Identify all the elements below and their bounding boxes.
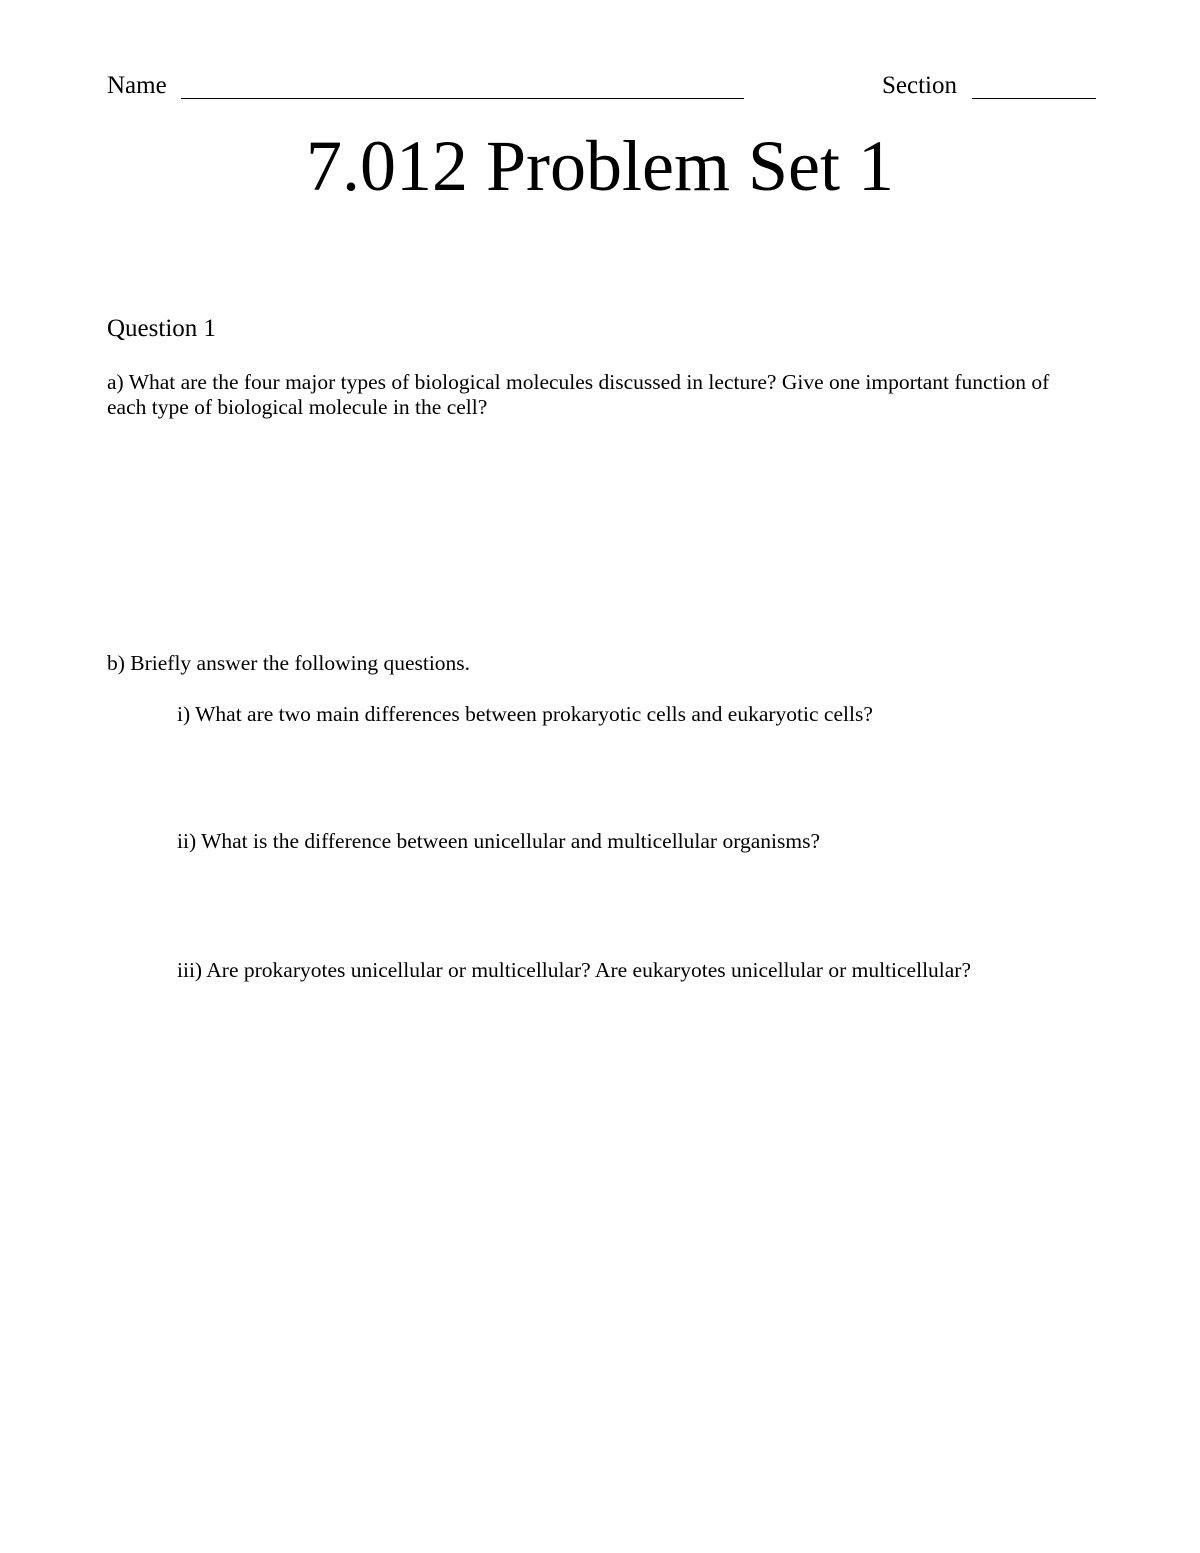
question-heading: Question 1: [107, 315, 217, 342]
question-part-a: a) What are the four major types of biological molecules discussed in lecture? Give one important function of each type of biological molecule in the cell?: [107, 370, 1050, 419]
name-blank-line[interactable]: [181, 98, 744, 99]
name-label: Name: [107, 72, 167, 99]
question-sub-iii: iii) Are prokaryotes unicellular or multicellular? Are eukaryotes unicellular or multicellular?: [177, 958, 972, 982]
section-label: Section: [882, 72, 957, 99]
question-part-b: b) Briefly answer the following questions.: [107, 651, 471, 675]
page-title: 7.012 Problem Set 1: [306, 126, 894, 206]
section-blank-line[interactable]: [972, 98, 1096, 99]
question-sub-i: i) What are two main differences between prokaryotic cells and eukaryotic cells?: [177, 702, 873, 726]
question-sub-ii: ii) What is the difference between unicellular and multicellular organisms?: [177, 829, 820, 853]
